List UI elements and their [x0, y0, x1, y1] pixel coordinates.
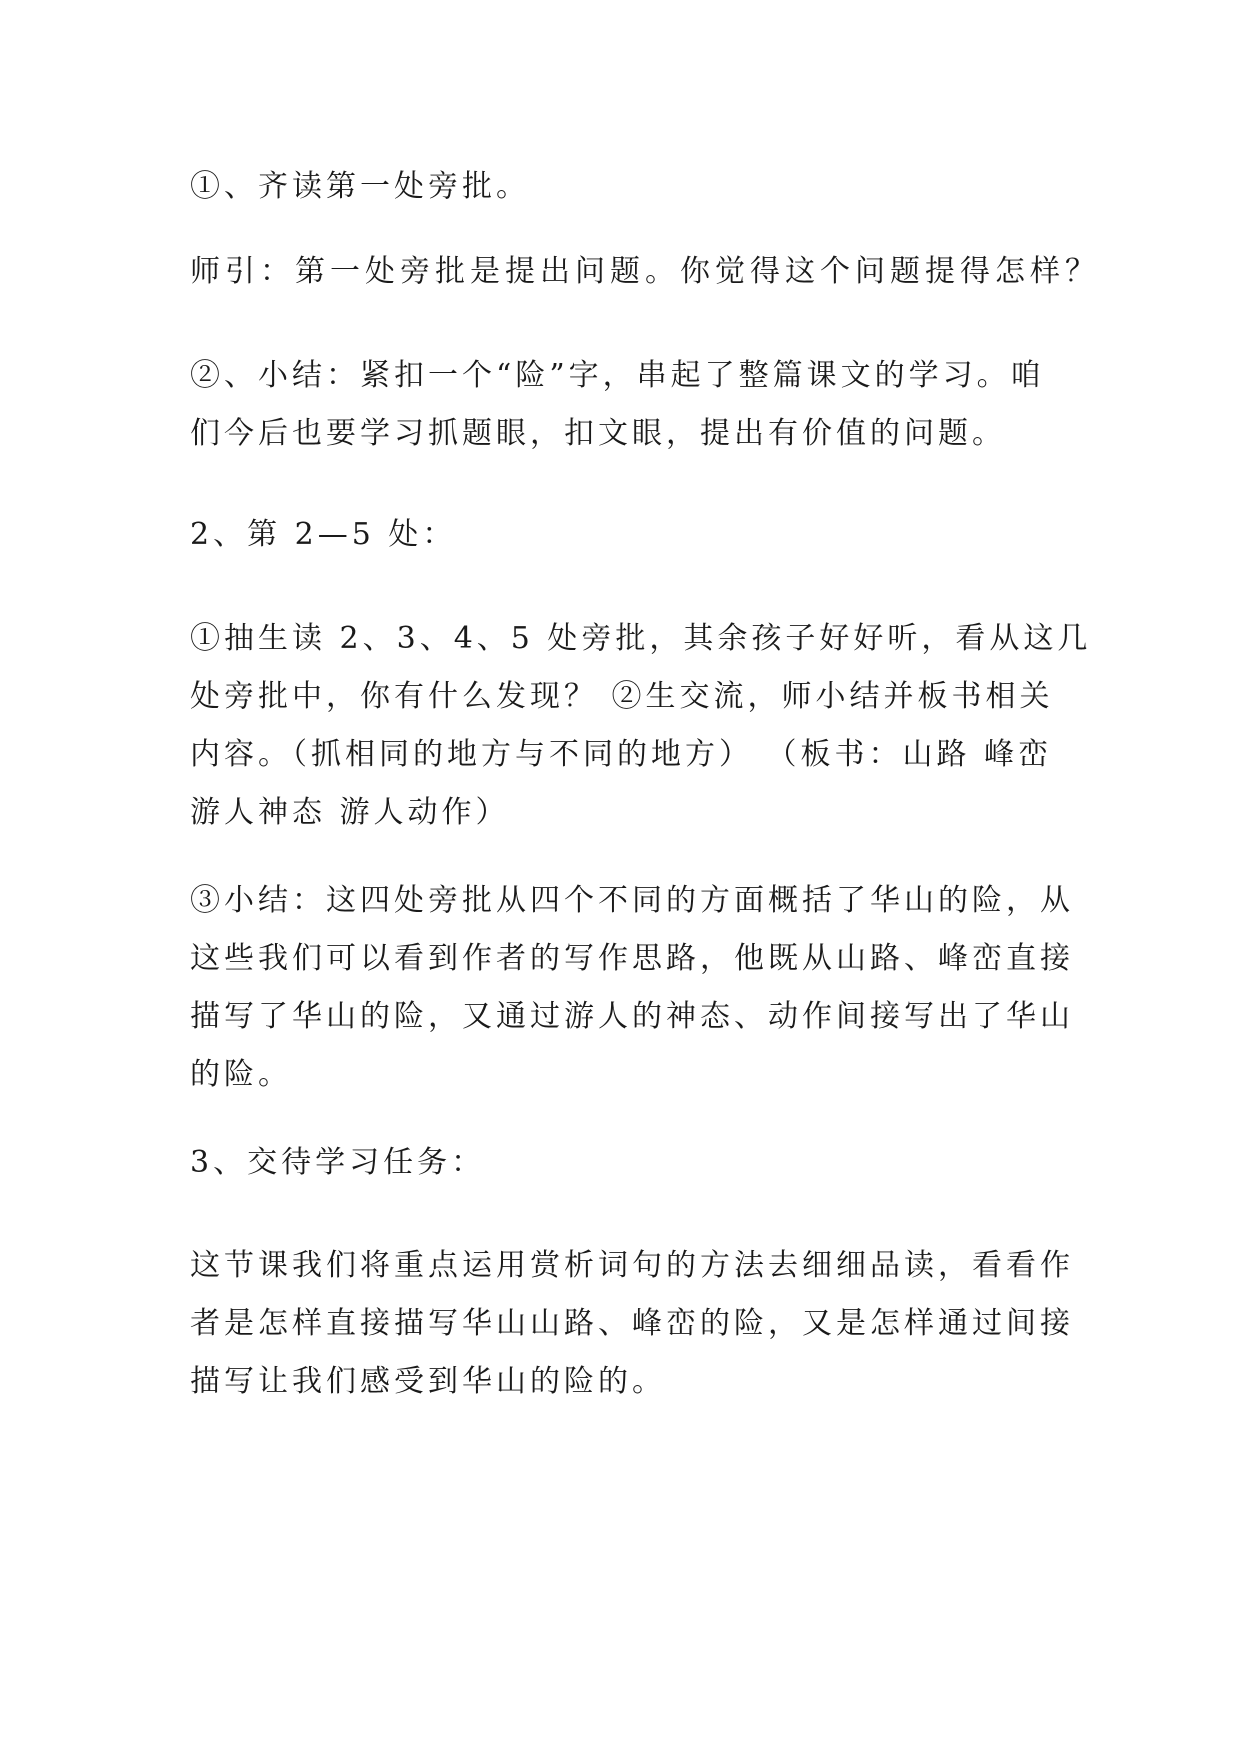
text-line: 的险。: [190, 1057, 292, 1092]
text-line: 这些我们可以看到作者的写作思路，他既从山路、峰峦直接: [190, 941, 1074, 976]
paragraph-3: [190, 347, 1070, 463]
text-line: 描写让我们感受到华山的险的。: [190, 1364, 666, 1399]
paragraph-5: [190, 610, 1092, 842]
text-line: ①、齐读第一处旁批。: [190, 169, 530, 204]
text-line: ③小结：这四处旁批从四个不同的方面概括了华山的险，从: [190, 883, 1074, 918]
text-line: 2、第 2—5 处：: [190, 517, 457, 552]
paragraph-8: [190, 1237, 1074, 1411]
text-line: 描写了华山的险，又通过游人的神态、动作间接写出了华山: [190, 999, 1074, 1034]
text-line: 内容。（抓相同的地方与不同的地方） （板书：山路 峰峦: [190, 737, 1053, 772]
paragraph-1: [190, 158, 1070, 216]
text-line: 游人神态 游人动作）: [190, 795, 510, 830]
text-line: 处旁批中，你有什么发现？ ②生交流，师小结并板书相关: [190, 679, 1054, 714]
text-line: 们今后也要学习抓题眼，扣文眼，提出有价值的问题。: [190, 416, 1006, 451]
text-line: 师引：第一处旁批是提出问题。你觉得这个问题提得怎样？: [190, 254, 1100, 289]
paragraph-6: [190, 872, 1074, 1104]
paragraph-2: [190, 243, 1100, 301]
text-line: ②、小结：紧扣一个“险”字，串起了整篇课文的学习。咱: [190, 358, 1045, 393]
text-line: 3、交待学习任务：: [190, 1145, 486, 1180]
text-line: 者是怎样直接描写华山山路、峰峦的险，又是怎样通过间接: [190, 1306, 1074, 1341]
paragraph-7: [190, 1134, 1070, 1192]
paragraph-4: [190, 506, 1070, 564]
text-line: 这节课我们将重点运用赏析词句的方法去细细品读，看看作: [190, 1248, 1074, 1283]
text-line: ①抽生读 2、3、4、5 处旁批，其余孩子好好听，看从这几: [190, 621, 1092, 656]
